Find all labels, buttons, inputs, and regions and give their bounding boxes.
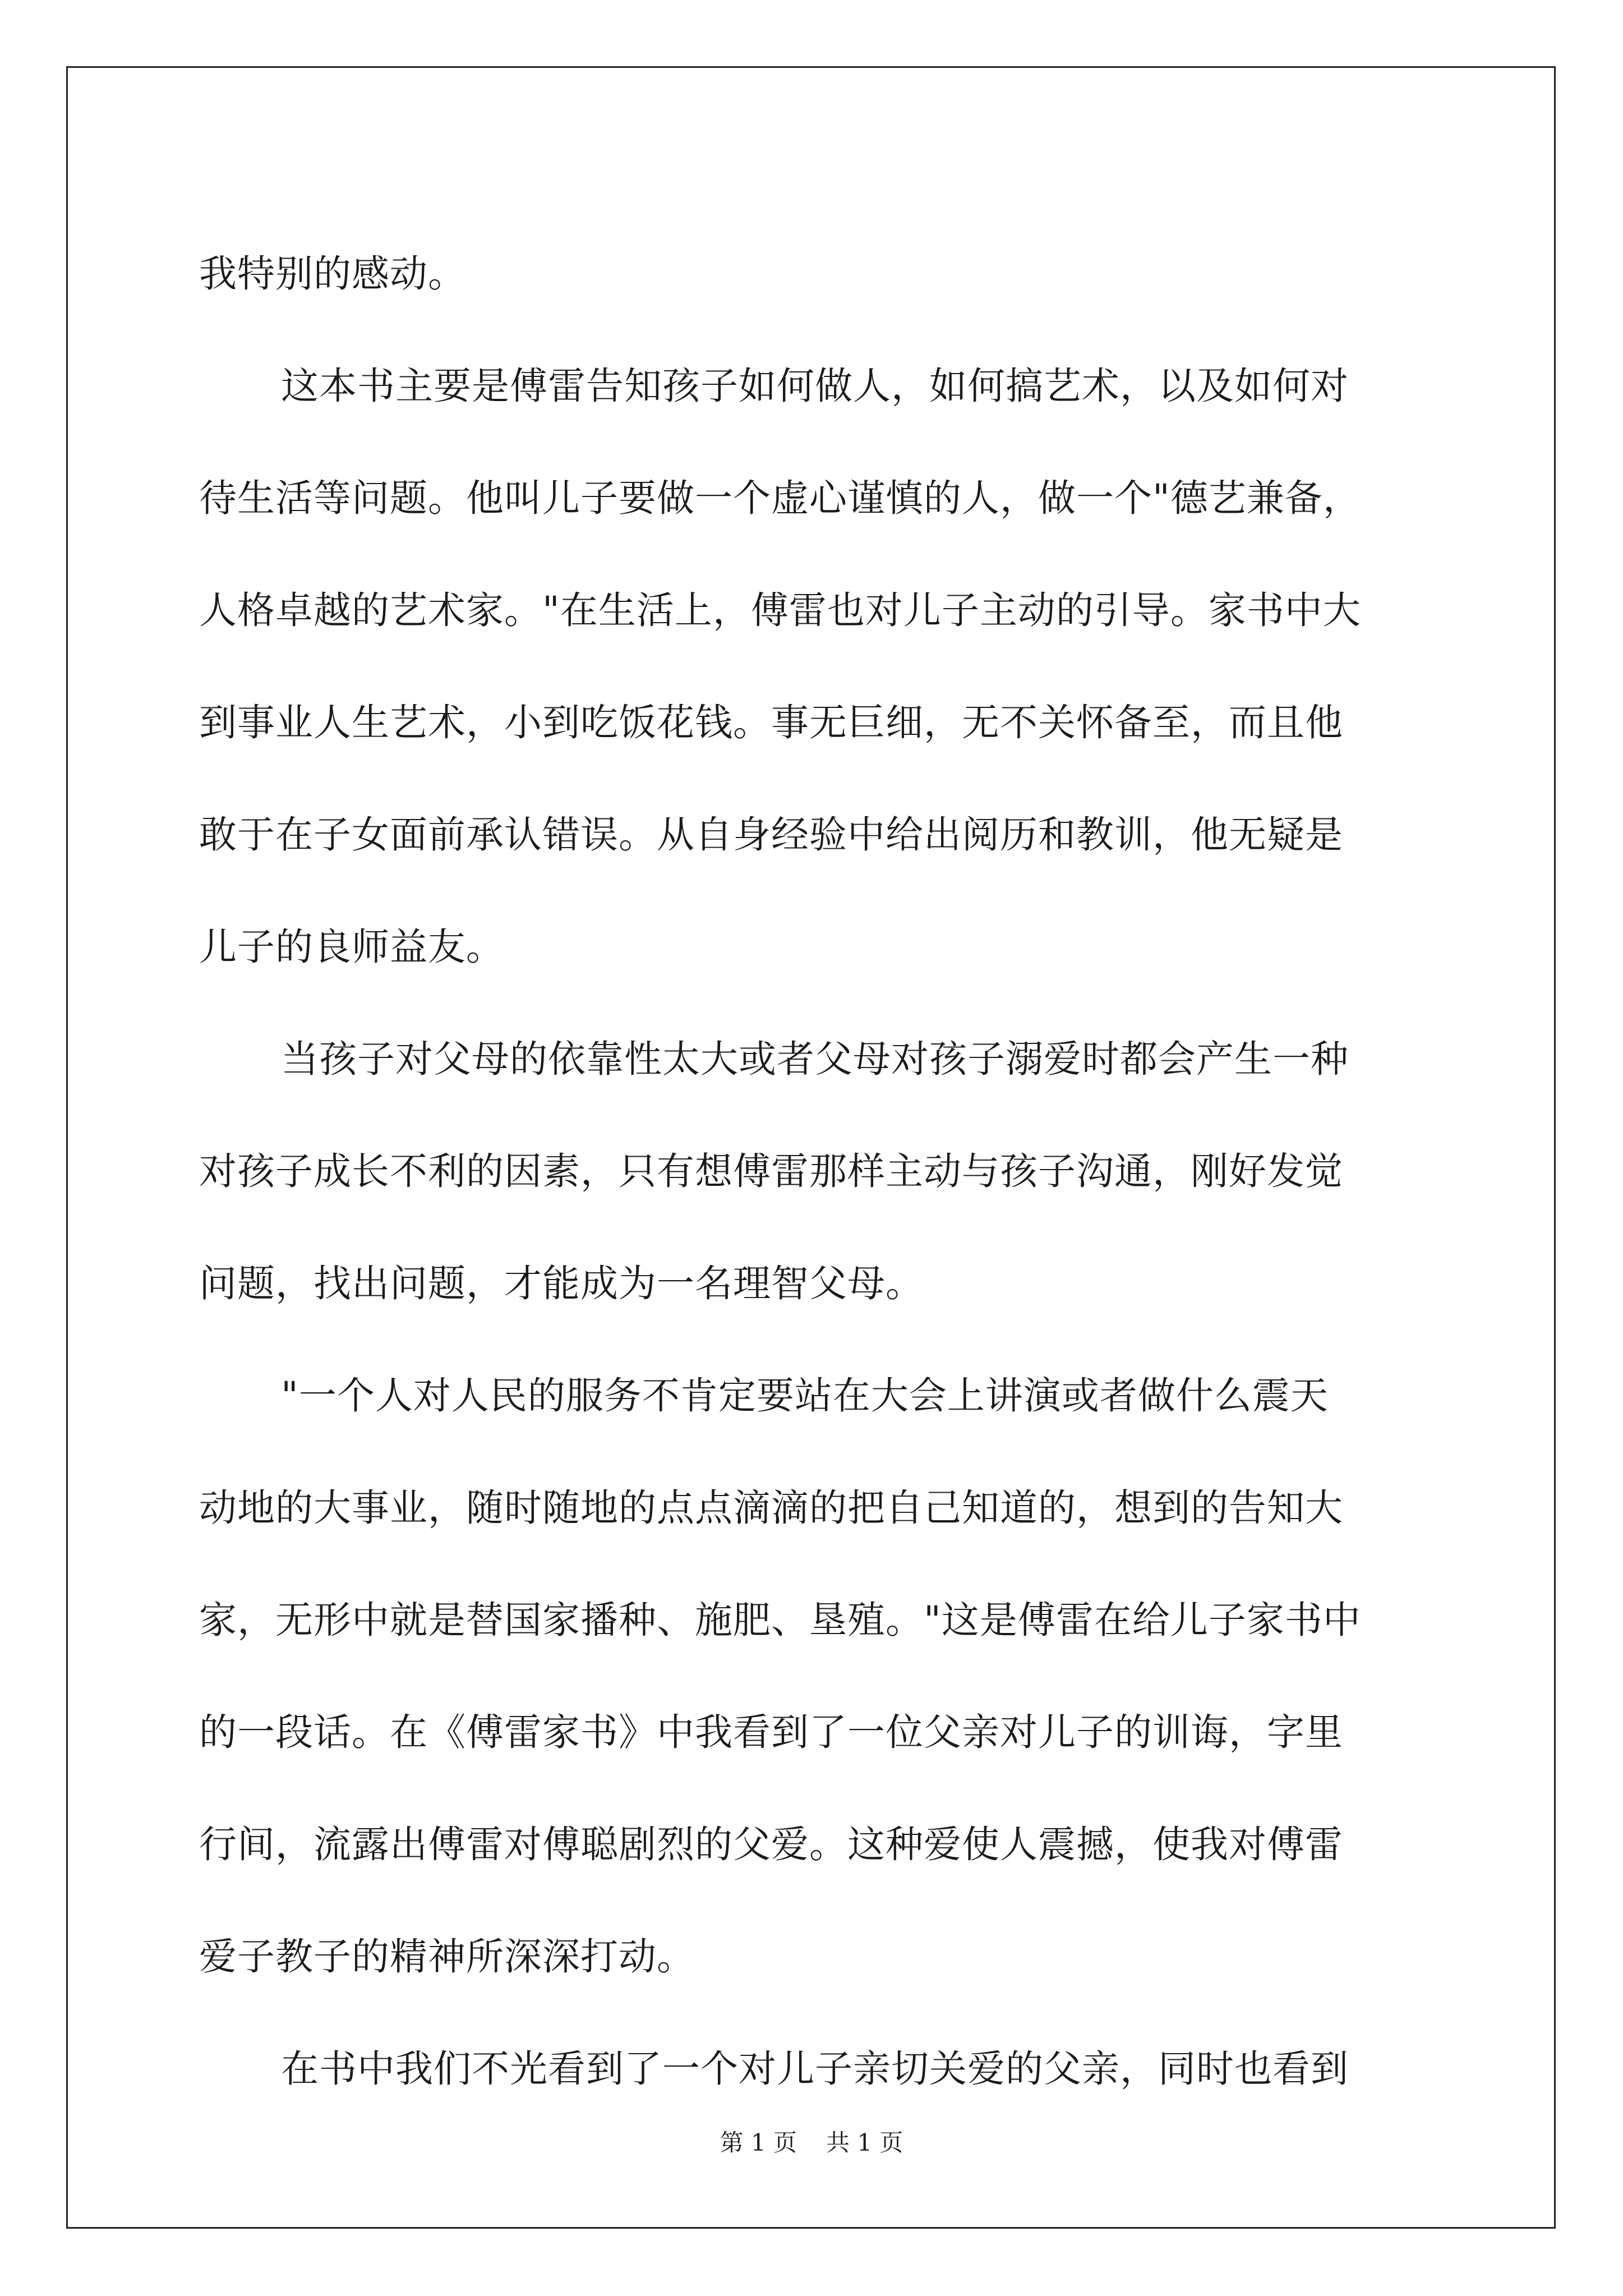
paragraph-line: 的一段话。在《傅雷家书》中我看到了一位父亲对儿子的训诲，字里 (199, 1710, 1343, 1754)
paragraph-line: 在书中我们不光看到了一个对儿子亲切关爱的父亲，同时也看到 (281, 2047, 1349, 2091)
paragraph-line: 爱子教子的精神所深深打动。 (199, 1935, 695, 1978)
page-number: 第 1 页 (720, 2129, 797, 2156)
paragraph-line: 儿子的良师益友。 (199, 925, 504, 969)
paragraph-line: 到事业人生艺术，小到吃饭花钱。事无巨细，无不关怀备至，而且他 (199, 701, 1343, 744)
paragraph-line: 人格卓越的艺术家。"在生活上，傅雷也对儿子主动的引导。家书中大 (199, 588, 1361, 632)
paragraph-line: 行间，流露出傅雷对傅聪剧烈的父爱。这种爱使人震撼，使我对傅雷 (199, 1823, 1343, 1866)
paragraph-line: 敢于在子女面前承认错误。从自身经验中给出阅历和教训，他无疑是 (199, 813, 1343, 857)
paragraph-line: 我特别的感动。 (199, 252, 466, 296)
paragraph-line: 当孩子对父母的依靠性太大或者父母对孩子溺爱时都会产生一种 (281, 1037, 1349, 1081)
document-body (199, 218, 1433, 2125)
paragraph-line: 动地的大事业，随时随地的点点滴滴的把自己知道的，想到的告知大 (199, 1486, 1343, 1530)
page-total: 共 1 页 (826, 2129, 903, 2156)
paragraph-line: "一个人对人民的服务不肯定要站在大会上讲演或者做什么震天 (281, 1374, 1329, 1418)
paragraph-line: 待生活等问题。他叫儿子要做一个虚心谨慎的人，做一个"德艺兼备， (199, 476, 1361, 520)
paragraph-line: 问题，找出问题，才能成为一名理智父母。 (199, 1262, 924, 1305)
paragraph-line: 对孩子成长不利的因素，只有想傅雷那样主动与孩子沟通，刚好发觉 (199, 1149, 1343, 1193)
page-footer (0, 2126, 1623, 2160)
paragraph-line: 这本书主要是傅雷告知孩子如何做人，如何搞艺术，以及如何对 (281, 364, 1349, 408)
paragraph-line: 家，无形中就是替国家播种、施肥、垦殖。"这是傅雷在给儿子家书中 (199, 1598, 1361, 1642)
